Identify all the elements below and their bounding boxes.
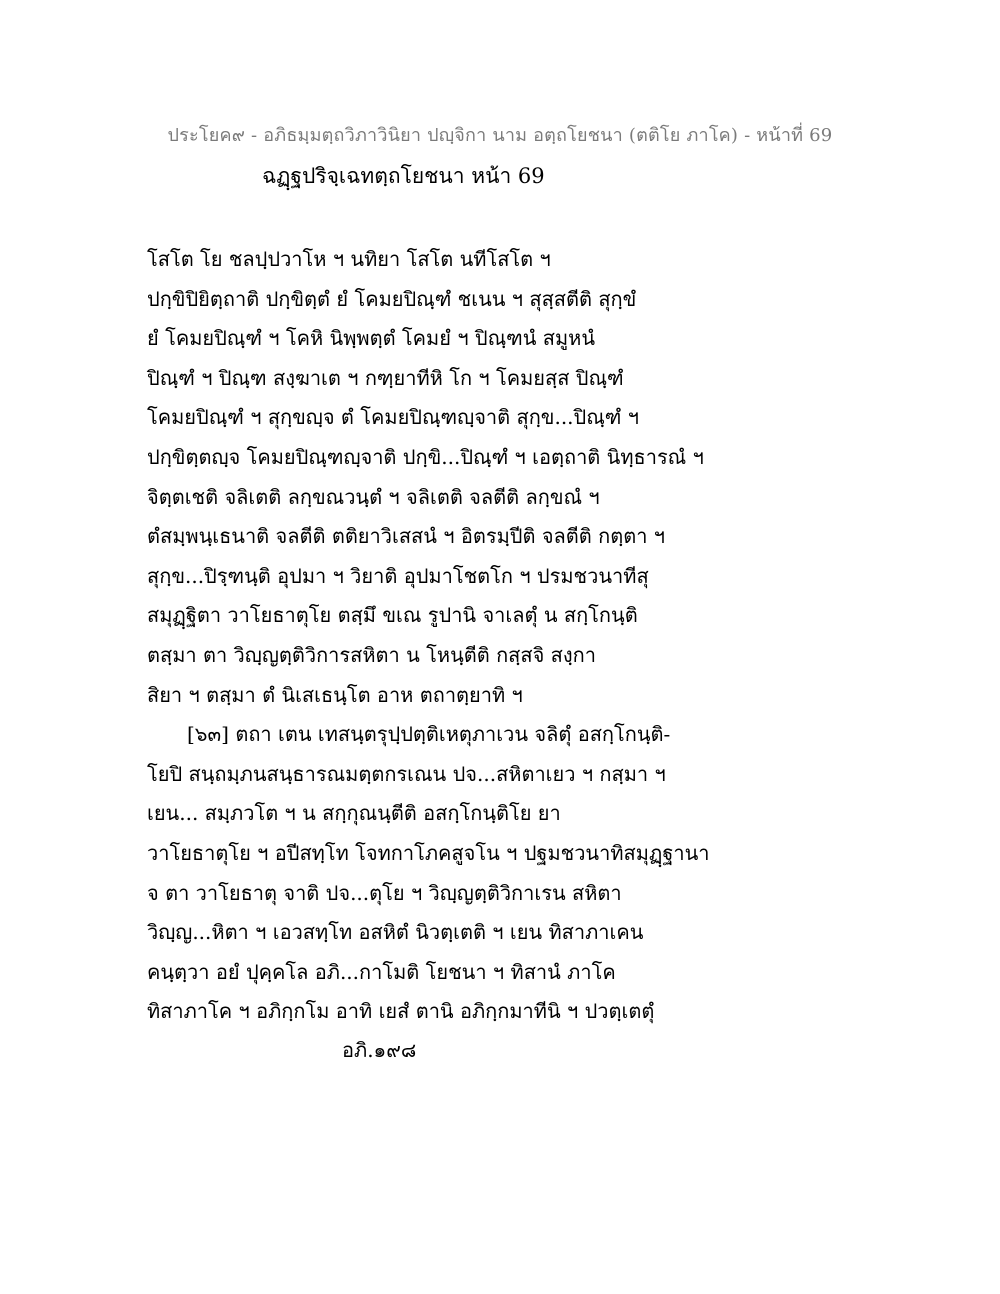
text-line: สุกฺข...ปิรฺฑนฺติ อุปมา ฯ วิยาติ อุปมาโชตโก ฯ ปรมชวนาทีสุ: [147, 563, 649, 588]
section-title: ฉฏฺฐปริจฺเฉทตฺถโยชนา หน้า 69: [262, 164, 545, 188]
text-line: ทิสาภาโค ฯ อภิกฺกโม อาทิ เยสํ ตานิ อภิกฺกมาทีนิ ฯ ปวตฺเตตุํ: [147, 999, 655, 1024]
text-line: คนฺตฺวา อยํ ปุคฺคโล อภิ...กาโมติ โยชนา ฯ ทิสานํ ภาโค: [147, 959, 616, 984]
text-line: ยํ โคมยปิณฺฑํ ฯ โคหิ นิพฺพตฺตํ โคมยํ ฯ ปิณฺฑนํ สมูหนํ: [147, 326, 596, 351]
text-line: เยน... สมฺภวโต ฯ น สกฺกุณนฺตีติ อสกฺโกนฺติโย ยา: [147, 801, 561, 826]
text-line: สิยา ฯ ตสฺมา ตํ นิเสเธนฺโต อาห ตถาตฺยาทิ ฯ: [147, 682, 523, 707]
page-reference: อภิ.๑๙๘: [342, 1038, 417, 1062]
text-line: วาโยธาตุโย ฯ อปีสทฺโท โจทกาโภคสูจโน ฯ ปฐมชวนาทิสมุฏฺฐานา: [147, 840, 710, 865]
text-line: วิญฺญ...หิตา ฯ เอวสทฺโท อสหิตํ นิวตฺเตติ ฯ เยน ทิสาภาเคน: [147, 920, 644, 945]
paragraph-start-line: [๖๓] ตถา เตน เทสนฺตรุปฺปตฺติเหตุภาเวน จลิตุํ อสกฺโกนฺติ-: [187, 722, 671, 747]
text-line: ปกฺขิปิยิตฺถาติ ปกฺขิตฺตํ ยํ โคมยปิณฺฑํ ชเนน ฯ สุสฺสตีติ สุกฺขํ: [147, 286, 637, 311]
text-line: ตสฺมา ตา วิญฺญตฺติวิการสหิตา น โหนฺตีติ กสฺสจิ สงฺกา: [147, 642, 596, 667]
text-line: โสโต โย ชลปฺปวาโห ฯ นทิยา โสโต นทีโสโต ฯ: [147, 247, 551, 271]
text-line: จ ตา วาโยธาตุ จาติ ปจ...ตุโย ฯ วิญฺญตฺติวิกาเรน สหิตา: [147, 880, 622, 905]
text-line: จิตฺตเชติ จลิเตติ ลกฺขณวนฺตํ ฯ จลิเตติ จลตีติ ลกฺขณํ ฯ: [147, 484, 600, 509]
text-line: ปกฺขิตฺตญฺจ โคมยปิณฺฑญฺจาติ ปกฺขิ...ปิณฺฑํ ฯ เอตฺถาติ นิทฺธารณํ ฯ: [147, 444, 704, 469]
running-header: ประโยค๙ - อภิธมฺมตฺถวิภาวินิยา ปญฺจิกา นาม อตฺถโยชนา (ตติโย ภาโค) - หน้าที่ 69: [167, 125, 833, 146]
text-line: สมุฏฺฐิตา วาโยธาตุโย ตสฺมึ ขเณ รูปานิ จาเลตุํ น สกฺโกนฺติ: [147, 603, 638, 628]
text-line: โยปิ สนฺถมฺภนสนฺธารณมตฺตกรเณน ปจ...สหิตาเยว ฯ กสฺมา ฯ: [147, 761, 666, 786]
text-line: ตํสมฺพนฺเธนาติ จลตีติ ตติยาวิเสสนํ ฯ อิตรมฺปีติ จลตีติ กตฺตา ฯ: [147, 524, 666, 549]
text-line: ปิณฺฑํ ฯ ปิณฺฑ สงฺฆาเต ฯ กฑฺยาทีหิ โก ฯ โคมยสฺส ปิณฺฑํ: [147, 365, 624, 390]
body-text: [147, 240, 747, 1032]
text-line: โคมยปิณฺฑํ ฯ สุกฺขญฺจ ตํ โคมยปิณฺฑญฺจาติ สุกฺข...ปิณฺฑํ ฯ: [147, 405, 639, 430]
